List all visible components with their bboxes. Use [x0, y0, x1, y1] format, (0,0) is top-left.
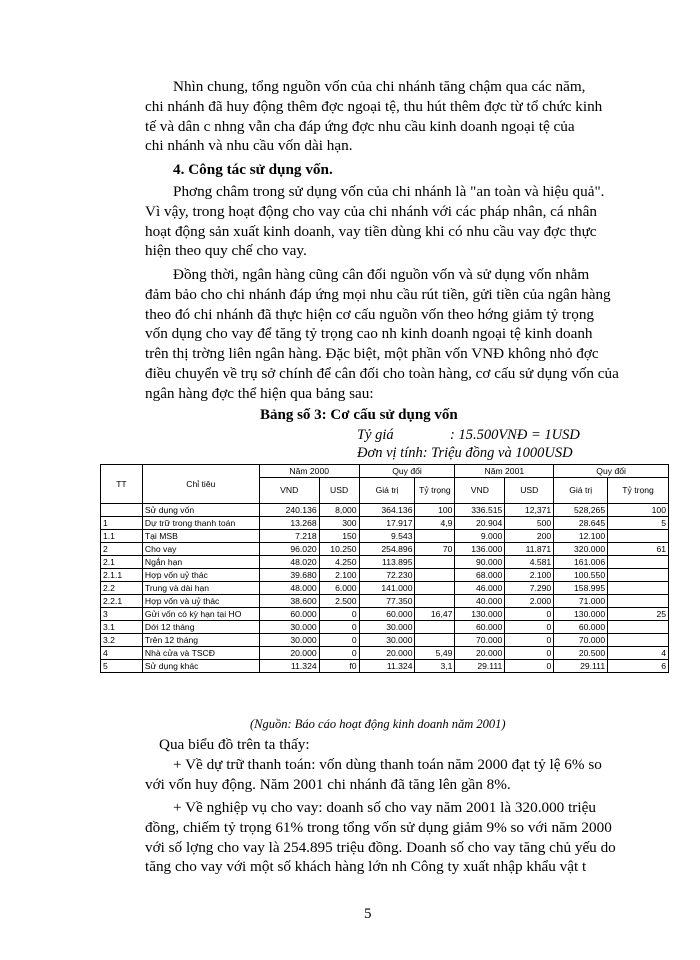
header-tt: TT	[101, 465, 143, 504]
table-cell-u1: 10.250	[319, 543, 359, 556]
table-cell-v2: 68.000	[455, 569, 505, 582]
table-cell-v1: 96.020	[259, 543, 319, 556]
table-cell-u2: 500	[505, 517, 554, 530]
table-cell-g1: 141.000	[359, 582, 415, 595]
table-cell-name: Tại MSB	[142, 530, 259, 543]
text-line: với vốn huy động. Năm 2001 chi nhánh đã tăng lên gần 8%.	[145, 775, 511, 793]
table-cell-t2	[608, 595, 669, 608]
table-cell-t1	[415, 569, 455, 582]
table-cell-g2: 161.006	[554, 556, 608, 569]
table-row	[101, 608, 669, 621]
table-cell-t1: 16,47	[415, 608, 455, 621]
text-line: + Về dự trữ thanh toán: vốn dùng thanh toán năm 2000 đạt tỷ lệ 6% so	[173, 756, 602, 773]
table-cell-t2	[608, 621, 669, 634]
table-cell-name: Sử dụng khác	[142, 660, 259, 673]
table-cell-name: Cho vay	[142, 543, 259, 556]
table-cell-t2	[608, 634, 669, 647]
table-cell-t2	[608, 582, 669, 595]
table-row	[101, 543, 669, 556]
subheader: Giá trị	[554, 478, 608, 504]
text-line: đảm bảo cho chi nhánh đáp ứng mọi nhu cầu rút tiền, gửi tiền của ngân hàng	[145, 285, 611, 303]
table-cell-g1: 72.230	[359, 569, 415, 582]
text-line: với số lợng cho vay là 254.895 triệu đồng. Doanh số cho vay tăng chủ yếu do	[145, 838, 616, 856]
table-cell-v2: 130.000	[455, 608, 505, 621]
table-row	[101, 569, 669, 582]
table-cell-g1: 254.896	[359, 543, 415, 556]
table-cell-tt: 2.2.1	[101, 595, 143, 608]
table-cell-g1: 11.324	[359, 660, 415, 673]
table-source: (Nguồn: Báo cáo hoạt động kinh doanh năm 2001)	[250, 717, 506, 731]
table-cell-t2: 6	[608, 660, 669, 673]
table-cell-t1: 70	[415, 543, 455, 556]
header-converted-2001: Quy đổi	[554, 465, 669, 478]
table-cell-name: Sử dụng vốn	[142, 504, 259, 517]
table-cell-u2: 0	[505, 660, 554, 673]
table-cell-t1	[415, 530, 455, 543]
table-cell-tt: 5	[101, 660, 143, 673]
table-cell-v2: 136.000	[455, 543, 505, 556]
table-cell-tt: 2	[101, 543, 143, 556]
table-cell-name: Ngắn hạn	[142, 556, 259, 569]
exchange-rate-label: Tỷ giá	[357, 427, 394, 443]
subheader: USD	[319, 478, 359, 504]
table-cell-g2: 100.550	[554, 569, 608, 582]
subheader: USD	[505, 478, 554, 504]
table-cell-u2: 0	[505, 608, 554, 621]
table-cell-v1: 30.000	[259, 621, 319, 634]
table-row	[101, 556, 669, 569]
table-row	[101, 504, 669, 517]
table-cell-v1: 48.000	[259, 582, 319, 595]
table-cell-t2: 100	[608, 504, 669, 517]
header-chitieu: Chỉ tiêu	[142, 465, 259, 504]
table-cell-t1: 3,1	[415, 660, 455, 673]
text-line: trên thị trờng liên ngân hàng. Đặc biệt, một phần vốn VNĐ không nhỏ đợc	[145, 345, 599, 363]
table-cell-u1: 8,000	[319, 504, 359, 517]
table-cell-u1: 0	[319, 621, 359, 634]
table-cell-t1: 5,49	[415, 647, 455, 660]
table-cell-name: Hợp vốn và uỷ thác	[142, 595, 259, 608]
table-cell-g2: 70.000	[554, 634, 608, 647]
table-cell-g1: 17.917	[359, 517, 415, 530]
text-line: tăng cho vay với một số khách hàng lớn nh Công ty xuất nhập khẩu vật t	[145, 858, 587, 876]
table-cell-t1	[415, 595, 455, 608]
table-cell-tt: 1.1	[101, 530, 143, 543]
table-cell-t1	[415, 556, 455, 569]
text-line: ngân hàng đợc thể hiện qua bảng sau:	[145, 384, 374, 402]
table-cell-name: Dự trữ trong thanh toán	[142, 517, 259, 530]
table-row	[101, 582, 669, 595]
table-cell-u2: 7.290	[505, 582, 554, 595]
table-cell-u2: 0	[505, 621, 554, 634]
text-line: Qua biểu đồ trên ta thấy:	[159, 736, 310, 753]
table-cell-u2: 2.000	[505, 595, 554, 608]
header-year-2000: Năm 2000	[259, 465, 359, 478]
table-cell-v1: 30.000	[259, 634, 319, 647]
table-cell-u1: 0	[319, 608, 359, 621]
table-cell-g2: 20.500	[554, 647, 608, 660]
table-row	[101, 660, 669, 673]
text-line: chi nhánh và nhu cầu vốn dài hạn.	[145, 137, 353, 155]
table-cell-tt: 3	[101, 608, 143, 621]
table-cell-g1: 364.136	[359, 504, 415, 517]
table-cell-v1: 11.324	[259, 660, 319, 673]
table-cell-g2: 12.100	[554, 530, 608, 543]
table-cell-g2: 60.000	[554, 621, 608, 634]
table-cell-v1: 60.000	[259, 608, 319, 621]
table-cell-tt: 1	[101, 517, 143, 530]
table-cell-t2	[608, 569, 669, 582]
table-cell-u1: 2.100	[319, 569, 359, 582]
table-cell-tt	[101, 504, 143, 517]
table-cell-g2: 158.995	[554, 582, 608, 595]
table-cell-v1: 39.680	[259, 569, 319, 582]
table-cell-tt: 4	[101, 647, 143, 660]
table-cell-v2: 9.000	[455, 530, 505, 543]
table-cell-v2: 40.000	[455, 595, 505, 608]
subheader: VND	[259, 478, 319, 504]
table-cell-u2: 11.871	[505, 543, 554, 556]
table-title: Bảng số 3: Cơ cấu sử dụng vốn	[260, 407, 458, 423]
table-row	[101, 621, 669, 634]
table-cell-t2: 4	[608, 647, 669, 660]
table-cell-t2: 5	[608, 517, 669, 530]
table-cell-tt: 2.2	[101, 582, 143, 595]
section-heading: 4. Công tác sử dụng vốn.	[173, 161, 333, 178]
text-line: Đồng thời, ngân hàng cũng cân đối nguồn vốn và sử dụng vốn nhằm	[173, 266, 590, 283]
table-cell-g1: 113.895	[359, 556, 415, 569]
table-cell-g1: 30.000	[359, 634, 415, 647]
paragraph-balance	[145, 265, 665, 404]
text-line: + Về nghiệp vụ cho vay: doanh số cho vay năm 2001 là 320.000 triệu	[173, 799, 596, 816]
text-line: hiện theo quy chế cho vay.	[145, 242, 307, 260]
table-cell-u1: 300	[319, 517, 359, 530]
table-cell-v1: 48.020	[259, 556, 319, 569]
table-cell-u1: 2.500	[319, 595, 359, 608]
table-cell-u1: 0	[319, 634, 359, 647]
table-row	[101, 595, 669, 608]
paragraph-reserves	[145, 755, 665, 795]
table-cell-t1	[415, 582, 455, 595]
table-cell-v1: 20.000	[259, 647, 319, 660]
table-cell-v2: 336.515	[455, 504, 505, 517]
paragraph-intro	[145, 735, 665, 755]
table-cell-g1: 20.000	[359, 647, 415, 660]
table-cell-v2: 20.904	[455, 517, 505, 530]
table-cell-v2: 20.000	[455, 647, 505, 660]
table-cell-name: Dới 12 tháng	[142, 621, 259, 634]
table-cell-name: Trên 12 tháng	[142, 634, 259, 647]
text-line: chi nhánh đã huy động thêm đợc ngoại tệ, thu hút thêm đợc từ tổ chức kinh	[145, 97, 603, 115]
text-line: Phơng châm trong sử dụng vốn của chi nhánh là "an toàn và hiệu quả".	[173, 183, 605, 200]
text-line: Nhìn chung, tổng nguồn vốn của chi nhánh tăng chậm qua các năm,	[173, 78, 586, 95]
table-row	[101, 647, 669, 660]
header-converted-2000: Quy đổi	[359, 465, 455, 478]
capital-usage-table	[100, 464, 669, 673]
table-cell-g1: 60.000	[359, 608, 415, 621]
table-cell-u2: 4.581	[505, 556, 554, 569]
table-cell-v2: 46.000	[455, 582, 505, 595]
table-cell-v1: 240.136	[259, 504, 319, 517]
table-cell-g1: 30.000	[359, 621, 415, 634]
table-cell-g1: 77.350	[359, 595, 415, 608]
table-cell-tt: 2.1.1	[101, 569, 143, 582]
table-cell-u1: 4.250	[319, 556, 359, 569]
table-row	[101, 517, 669, 530]
paragraph-lending	[145, 798, 665, 877]
table-cell-tt: 2.1	[101, 556, 143, 569]
table-cell-v2: 90.000	[455, 556, 505, 569]
table-cell-u1: 6.000	[319, 582, 359, 595]
table-cell-g2: 130.000	[554, 608, 608, 621]
table-cell-t2: 25	[608, 608, 669, 621]
unit-line: Đơn vị tính: Triệu đồng và 1000USD	[357, 445, 573, 461]
table-cell-u2: 12,371	[505, 504, 554, 517]
table-row	[101, 634, 669, 647]
table-cell-v2: 60.000	[455, 621, 505, 634]
table-cell-v1: 38.600	[259, 595, 319, 608]
table-cell-g2: 320.000	[554, 543, 608, 556]
subheader: VND	[455, 478, 505, 504]
table-cell-v2: 29.111	[455, 660, 505, 673]
table-cell-t2: 61	[608, 543, 669, 556]
text-line: Vì vậy, trong hoạt động cho vay của chi nhánh với các pháp nhân, cá nhân	[145, 202, 597, 220]
table-cell-tt: 3.1	[101, 621, 143, 634]
subheader: Giá trị	[359, 478, 415, 504]
table-cell-t1: 4,9	[415, 517, 455, 530]
table-row	[101, 530, 669, 543]
table-cell-u2: 2.100	[505, 569, 554, 582]
text-line: theo đó chi nhánh đã thực hiện cơ cấu nguồn vốn theo hớng giảm tỷ trọng	[145, 305, 595, 323]
table-cell-g2: 28.645	[554, 517, 608, 530]
table-cell-t2	[608, 556, 669, 569]
table-cell-name: Trung và dài hạn	[142, 582, 259, 595]
table-cell-v1: 13.268	[259, 517, 319, 530]
table-cell-name: Nhà cửa và TSCĐ	[142, 647, 259, 660]
paragraph-policy	[145, 182, 665, 261]
text-line: tế và dân c nhng vẫn cha đáp ứng đợc nhu cầu kinh doanh ngoại tệ của	[145, 117, 575, 135]
table-cell-t2	[608, 530, 669, 543]
table-cell-g2: 71.000	[554, 595, 608, 608]
table-cell-name: Hợp vốn uỷ thác	[142, 569, 259, 582]
table-cell-name: Gửi vốn có kỳ hạn tại HO	[142, 608, 259, 621]
page-number: 5	[364, 906, 372, 922]
table-cell-u2: 0	[505, 647, 554, 660]
table-cell-g1: 9.543	[359, 530, 415, 543]
table-cell-t1	[415, 621, 455, 634]
text-line: điều chuyển về trụ sở chính để cân đối cho toàn hàng, cơ cấu sử dụng vốn của	[145, 364, 619, 382]
table-cell-u1: 0	[319, 647, 359, 660]
table-cell-tt: 3.2	[101, 634, 143, 647]
text-line: vốn dụng cho vay để tăng tỷ trọng cao nh kinh doanh ngoại tệ kinh doanh	[145, 325, 593, 343]
text-line: hoạt động sản xuất kinh doanh, vay tiền dùng khi có nhu cầu vay đợc thực	[145, 222, 597, 240]
table-cell-g2: 528,265	[554, 504, 608, 517]
table-cell-u1: 150	[319, 530, 359, 543]
table-cell-u1: f0	[319, 660, 359, 673]
table-cell-u2: 200	[505, 530, 554, 543]
text-line: đồng, chiếm tỷ trọng 61% trong tổng vốn sử dụng giảm 9% so với năm 2000	[145, 818, 612, 836]
header-year-2001: Năm 2001	[455, 465, 554, 478]
paragraph-summary	[145, 77, 665, 156]
exchange-rate-value: : 15.500VNĐ = 1USD	[450, 427, 580, 443]
table-cell-t1	[415, 634, 455, 647]
table-cell-t1: 100	[415, 504, 455, 517]
subheader: Tỷ trọng	[608, 478, 669, 504]
subheader: Tỷ trọng	[415, 478, 455, 504]
table-cell-g2: 29.111	[554, 660, 608, 673]
table-cell-v1: 7.218	[259, 530, 319, 543]
table-cell-u2: 0	[505, 634, 554, 647]
table-cell-v2: 70.000	[455, 634, 505, 647]
